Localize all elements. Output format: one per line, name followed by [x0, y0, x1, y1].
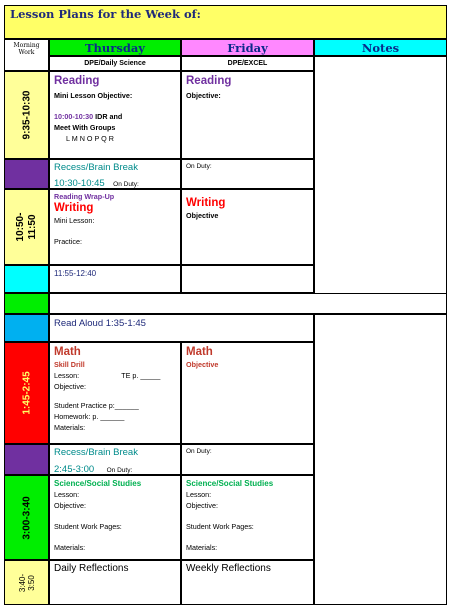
friday-math-title: Math: [186, 346, 213, 358]
thursday-math-objective: Objective:: [54, 382, 86, 391]
thursday-subheader: [49, 56, 181, 71]
thursday-math-te: TE p. _____: [121, 371, 161, 380]
page-title-bar: [4, 5, 447, 39]
thursday-header: [49, 39, 181, 56]
friday-science-objective: Objective:: [186, 501, 218, 510]
time-block-math: [4, 342, 49, 444]
friday-duty2-label: On Duty:: [186, 448, 212, 455]
time-label-math: 1:45-2:45: [21, 371, 32, 415]
friday-duty-cell[interactable]: [181, 159, 314, 189]
friday-reading-cell[interactable]: [181, 71, 314, 159]
friday-math-cell[interactable]: [181, 342, 314, 444]
thursday-writing-title: Writing: [54, 202, 94, 214]
time-block-recess2: [4, 444, 49, 475]
notes-header: [314, 39, 447, 56]
friday-reflections-cell[interactable]: [181, 560, 314, 605]
thursday-sub-label: DPE/Daily Science: [84, 60, 146, 67]
thursday-wrapup: Reading Wrap-Up: [54, 192, 115, 201]
lesson-plan-page: [4, 5, 447, 605]
thursday-math-lesson: Lesson:: [54, 371, 80, 380]
notes-cell-bottom[interactable]: [314, 314, 447, 605]
time-block-writing: [4, 189, 49, 265]
thursday-math-materials: Materials:: [54, 423, 86, 432]
friday-lunch-cell[interactable]: [181, 265, 314, 293]
friday-writing-cell[interactable]: [181, 189, 314, 265]
thursday-writing-practice: Practice:: [54, 237, 82, 246]
friday-reading-objective: Objective:: [186, 91, 221, 100]
friday-reading-title: Reading: [186, 75, 232, 87]
time-block-read-aloud: [4, 314, 49, 342]
thursday-recess1-duty: On Duty:: [113, 181, 139, 188]
notes-label: Notes: [361, 40, 400, 55]
read-aloud-label: Read Aloud 1:35-1:45: [54, 318, 146, 329]
time-label-writing: 10:50- 11:50: [14, 212, 38, 242]
thursday-writing-mini: Mini Lesson:: [54, 216, 95, 225]
thursday-reflections-cell[interactable]: [49, 560, 181, 605]
time-block-science: [4, 475, 49, 560]
read-aloud-cell[interactable]: [49, 314, 314, 342]
friday-subheader: [181, 56, 314, 71]
thursday-group-letters: L M N O P Q R: [66, 134, 114, 143]
friday-sub-label: DPE/EXCEL: [227, 60, 268, 67]
friday-science-materials: Materials:: [186, 543, 218, 552]
time-label-reading: 9:35-10:30: [21, 90, 32, 140]
morning-work-header: [4, 39, 49, 71]
thursday-math-cell[interactable]: [49, 342, 181, 444]
thursday-recess1-time: 10:30-10:45: [54, 178, 105, 189]
thursday-math-practice: Student Practice p:______: [54, 401, 139, 410]
thursday-science-title: Science/Social Studies: [54, 479, 142, 488]
thursday-science-lesson: Lesson:: [54, 490, 80, 499]
thursday-math-title: Math: [54, 346, 81, 358]
thursday-writing-cell[interactable]: [49, 189, 181, 265]
thursday-label: Thursday: [85, 40, 145, 55]
friday-science-title: Science/Social Studies: [186, 479, 274, 488]
thursday-reading-mini: Mini Lesson Objective:: [54, 91, 133, 100]
thursday-science-cell[interactable]: [49, 475, 181, 560]
thursday-math-homework: Homework: p. ______: [54, 412, 125, 421]
thursday-idr-label: IDR and: [93, 112, 123, 121]
friday-duty2-cell[interactable]: [181, 444, 314, 475]
friday-science-pages: Student Work Pages:: [186, 522, 254, 531]
friday-science-cell[interactable]: [181, 475, 314, 560]
thursday-lunch-time: 11:55-12:40: [54, 269, 97, 278]
thursday-recess2-title: Recess/Brain Break: [54, 447, 138, 458]
friday-label: Friday: [227, 40, 268, 55]
time-block-recess: [4, 159, 49, 189]
time-label-reflections: 3:40- 3:50: [17, 573, 36, 592]
thursday-reading-cell[interactable]: [49, 71, 181, 159]
friday-science-lesson: Lesson:: [186, 490, 212, 499]
time-block-lunch: [4, 265, 49, 293]
time-block-reflections: [4, 560, 49, 605]
thursday-recess1-title: Recess/Brain Break: [54, 162, 138, 173]
thursday-science-objective: Objective:: [54, 501, 86, 510]
notes-cell-top[interactable]: [314, 56, 447, 294]
thursday-science-pages: Student Work Pages:: [54, 522, 122, 531]
time-block-reading: [4, 71, 49, 159]
full-width-break-row[interactable]: [49, 293, 447, 314]
thursday-recess2-duty: On Duty:: [106, 467, 133, 474]
morning-work-label: Morning Work: [13, 42, 40, 56]
time-label-science: 3:00-3:40: [21, 495, 32, 540]
thursday-lunch-cell[interactable]: [49, 265, 181, 293]
time-block-break: [4, 293, 49, 314]
friday-duty-label: On Duty:: [186, 163, 212, 170]
thursday-math-skill: Skill Drill: [54, 360, 85, 369]
thursday-reflections-label: Daily Reflections: [54, 563, 129, 574]
thursday-recess2-cell[interactable]: [49, 444, 181, 475]
friday-math-objective: Objective: [186, 360, 219, 369]
thursday-recess1-cell[interactable]: [49, 159, 181, 189]
thursday-idr-time: 10:00-10:30: [54, 112, 94, 121]
page-title: Lesson Plans for the Week of:: [10, 7, 201, 21]
thursday-recess2-time: 2:45-3:00: [54, 464, 95, 475]
friday-writing-objective: Objective: [186, 211, 219, 220]
thursday-reading-title: Reading: [54, 75, 100, 87]
friday-writing-title: Writing: [186, 197, 226, 209]
friday-header: [181, 39, 314, 56]
thursday-groups: Meet With Groups: [54, 123, 116, 132]
friday-reflections-label: Weekly Reflections: [186, 563, 271, 574]
thursday-science-materials: Materials:: [54, 543, 86, 552]
